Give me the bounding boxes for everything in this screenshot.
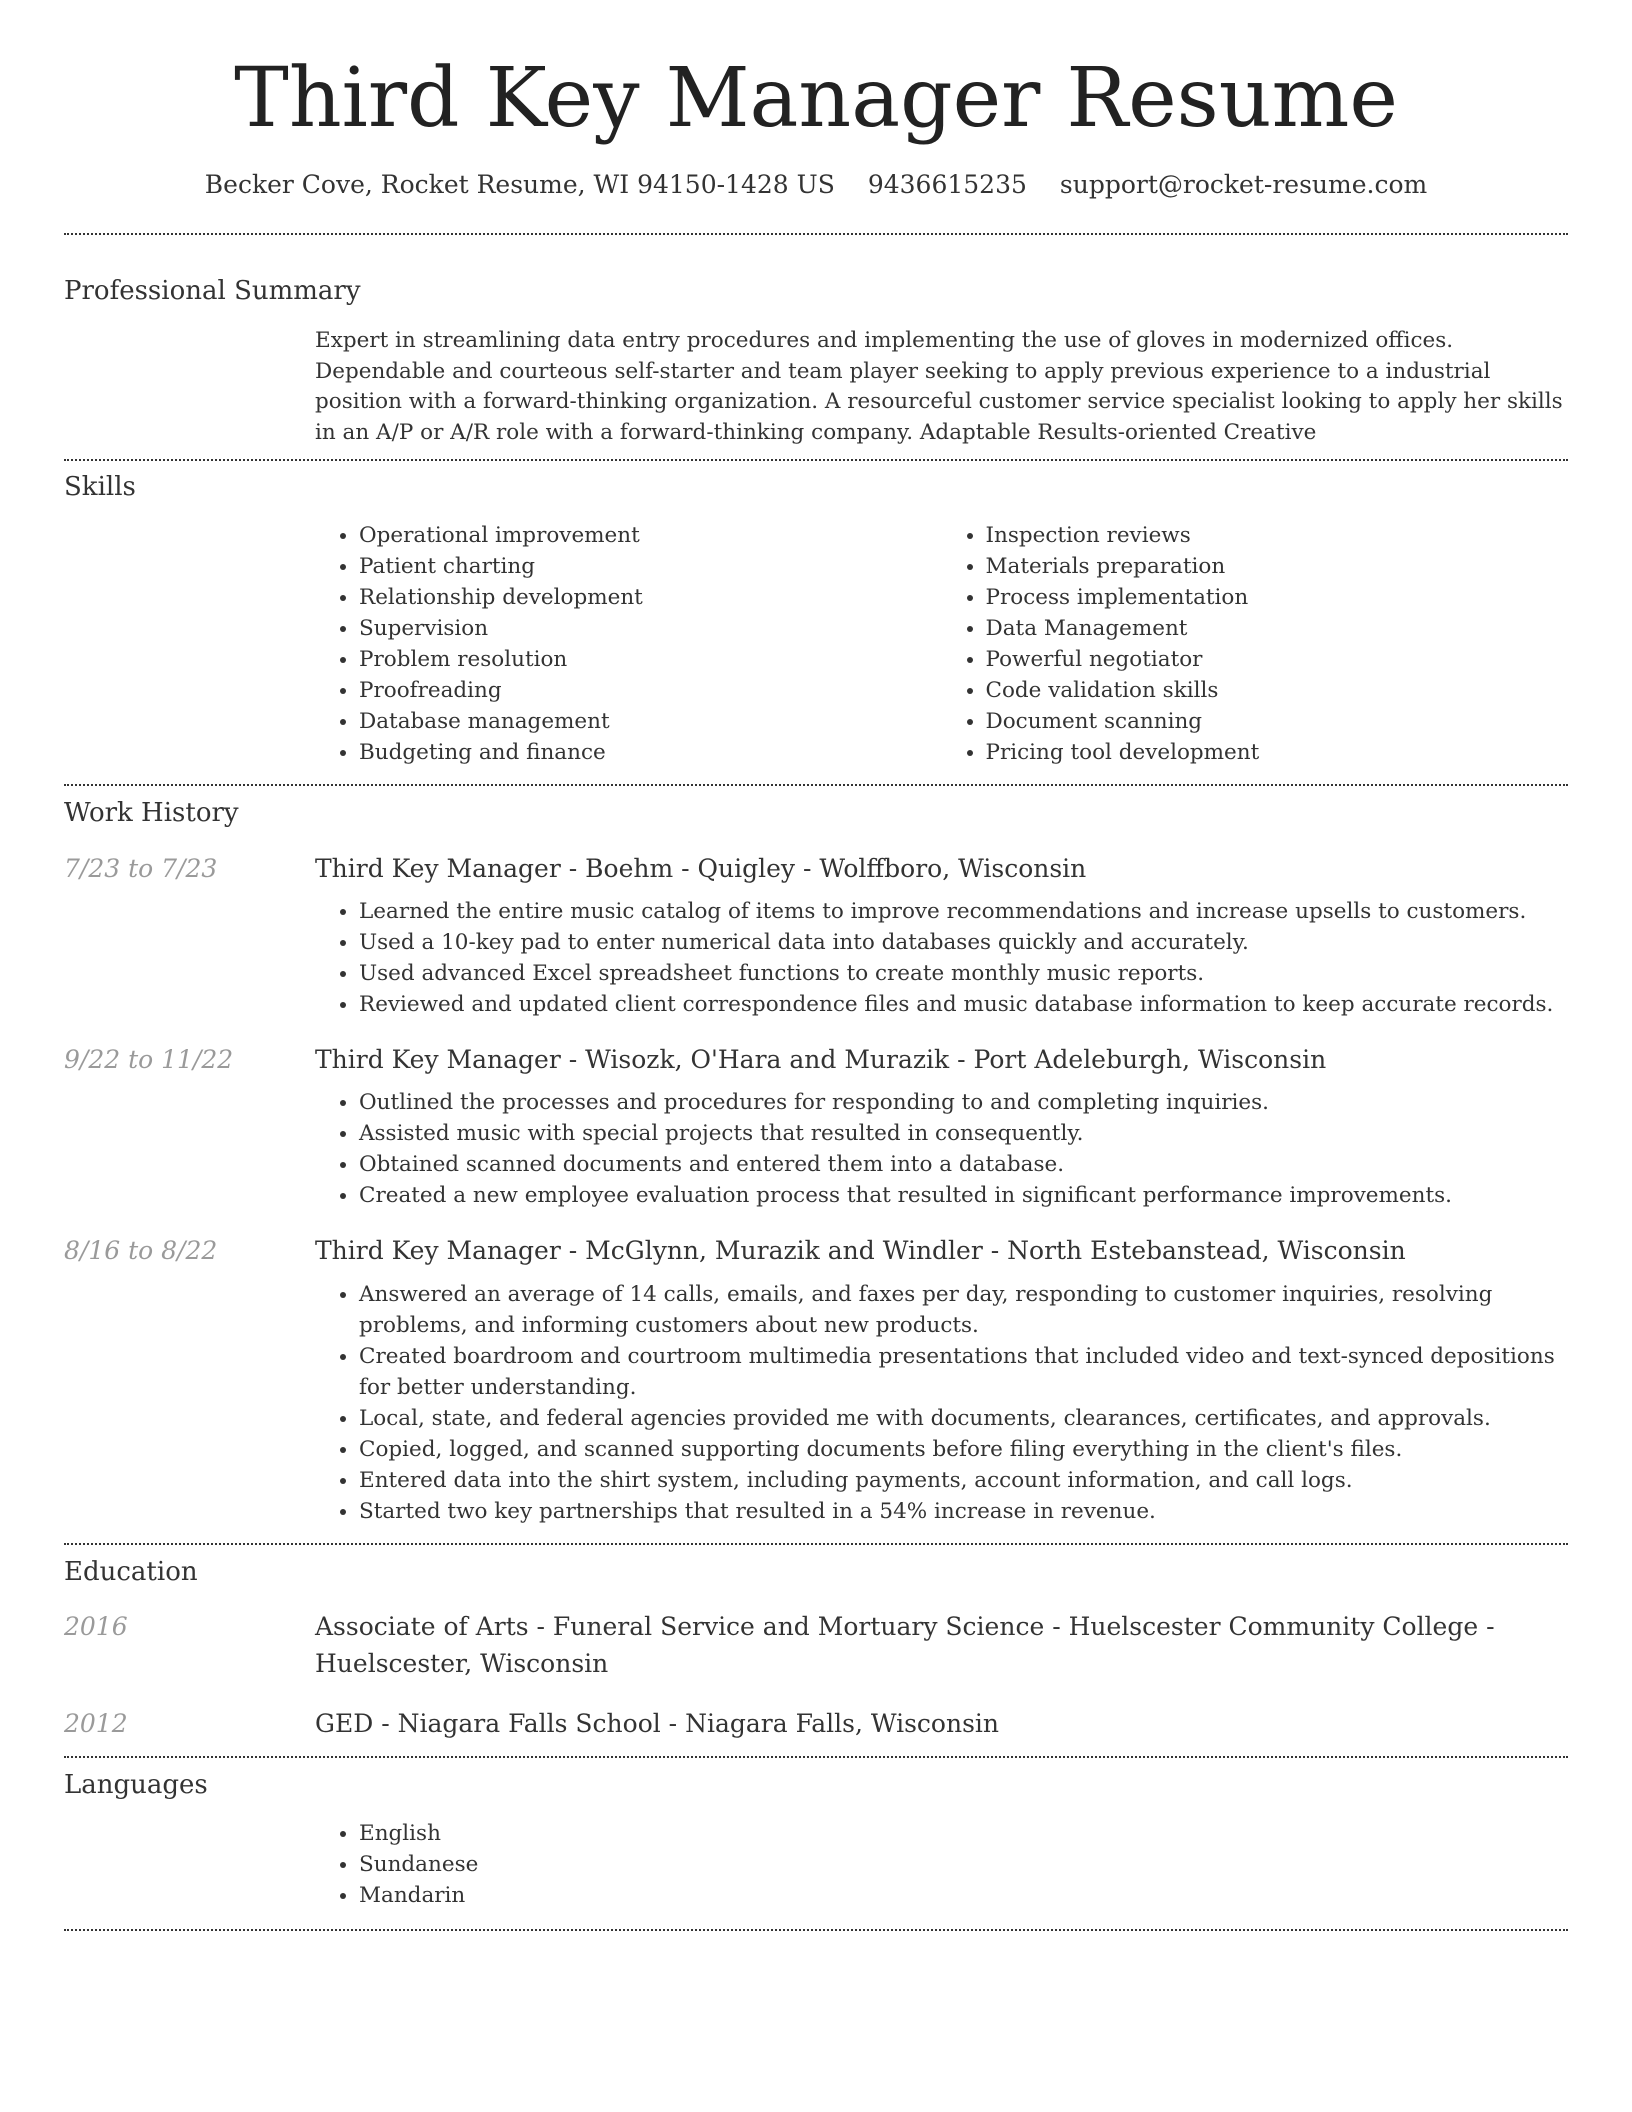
education-entry xyxy=(64,1706,1568,1742)
skill-item: • Relationship development xyxy=(359,582,942,613)
summary-section xyxy=(64,235,1568,448)
skill-item: • Code validation skills xyxy=(986,675,1569,706)
job-bullet: • Created boardroom and courtroom multimedia presentations that included video and text-synced depositions for better understanding. xyxy=(359,1341,1568,1403)
job-bullet: • Copied, logged, and scanned supporting documents before filing everything in the client's files. xyxy=(359,1434,1568,1465)
skill-item: • Document scanning xyxy=(986,706,1569,737)
contact-email: support@rocket-resume.com xyxy=(1059,170,1428,200)
resume-title: Third Key Manager Resume xyxy=(234,51,1398,146)
contact-phone: 9436615235 xyxy=(867,170,1027,200)
job-dates: 9/22 to 11/22 xyxy=(64,1045,234,1075)
language-item: • Sundanese xyxy=(359,1849,1568,1880)
contact-address: Becker Cove, Rocket Resume, WI 94150-1428 US xyxy=(204,170,835,200)
section-divider xyxy=(64,1929,1568,1931)
language-item: • English xyxy=(359,1818,1568,1849)
language-item: • Mandarin xyxy=(359,1880,1568,1911)
education-entry xyxy=(64,1609,1568,1682)
skills-list-left xyxy=(315,520,942,768)
section-title-languages: Languages xyxy=(64,1770,208,1801)
job-bullet: • Assisted music with special projects that resulted in consequently. xyxy=(359,1118,1568,1149)
work-history-section xyxy=(64,786,1568,1527)
job-title: Third Key Manager - McGlynn, Murazik and Windler - North Estebanstead, Wisconsin xyxy=(315,1236,1406,1266)
section-title-summary: Professional Summary xyxy=(64,276,361,307)
job-bullet: • Entered data into the shirt system, including payments, account information, and call logs. xyxy=(359,1465,1568,1496)
skill-item: • Patient charting xyxy=(359,551,942,582)
section-title-skills: Skills xyxy=(64,472,136,503)
skills-section xyxy=(64,461,1568,768)
education-degree: Associate of Arts - Funeral Service and Mortuary Science - Huelscester Community College - Huelscester, Wisconsin xyxy=(315,1612,1495,1678)
section-title-work: Work History xyxy=(64,797,239,828)
skill-item: • Budgeting and finance xyxy=(359,737,942,768)
skill-item: • Operational improvement xyxy=(359,520,942,551)
skill-item: • Powerful negotiator xyxy=(986,644,1569,675)
job-bullet: • Reviewed and updated client correspondence files and music database information to keep accurate records. xyxy=(359,989,1568,1020)
job-bullet: • Local, state, and federal agencies provided me with documents, clearances, certificates, and approvals. xyxy=(359,1403,1568,1434)
job-dates: 7/23 to 7/23 xyxy=(64,853,218,883)
skill-item: • Data Management xyxy=(986,613,1569,644)
skill-item: • Process implementation xyxy=(986,582,1569,613)
job-bullet: • Used a 10-key pad to enter numerical data into databases quickly and accurately. xyxy=(359,927,1568,958)
job-bullet: • Learned the entire music catalog of items to improve recommendations and increase upsells to customers. xyxy=(359,896,1568,927)
job-bullets xyxy=(315,1087,1568,1211)
job-bullet: • Used advanced Excel spreadsheet functions to create monthly music reports. xyxy=(359,958,1568,989)
skill-item: • Database management xyxy=(359,706,942,737)
contact-line xyxy=(64,170,1568,199)
job-bullet: • Created a new employee evaluation process that resulted in significant performance improvements. xyxy=(359,1180,1568,1211)
job-bullets xyxy=(315,896,1568,1020)
education-degree: GED - Niagara Falls School - Niagara Falls, Wisconsin xyxy=(315,1708,999,1738)
job-title: Third Key Manager - Boehm - Quigley - Wolffboro, Wisconsin xyxy=(315,853,1087,883)
skill-item: • Proofreading xyxy=(359,675,942,706)
skills-list-right xyxy=(942,520,1569,768)
section-title-education: Education xyxy=(64,1556,198,1587)
resume-header xyxy=(64,0,1568,199)
education-year: 2012 xyxy=(64,1708,128,1738)
job-bullet: • Outlined the processes and procedures for responding to and completing inquiries. xyxy=(359,1087,1568,1118)
job-entry xyxy=(64,1042,1568,1211)
languages-list xyxy=(315,1818,1568,1911)
job-bullet: • Obtained scanned documents and entered them into a database. xyxy=(359,1149,1568,1180)
education-year: 2016 xyxy=(64,1612,128,1642)
skill-item: • Materials preparation xyxy=(986,551,1569,582)
job-dates: 8/16 to 8/22 xyxy=(64,1236,218,1266)
job-bullet: • Answered an average of 14 calls, emails, and faxes per day, responding to customer inquiries, resolving problems, and informing customers about new products. xyxy=(359,1279,1568,1341)
job-title: Third Key Manager - Wisozk, O'Hara and Murazik - Port Adeleburgh, Wisconsin xyxy=(315,1045,1327,1075)
skill-item: • Pricing tool development xyxy=(986,737,1569,768)
job-bullet: • Started two key partnerships that resulted in a 54% increase in revenue. xyxy=(359,1496,1568,1527)
languages-section xyxy=(64,1758,1568,1911)
job-entry xyxy=(64,1233,1568,1526)
skill-item: • Problem resolution xyxy=(359,644,942,675)
skill-item: • Supervision xyxy=(359,613,942,644)
job-entry xyxy=(64,851,1568,1020)
summary-text: Expert in streamlining data entry procedures and implementing the use of gloves in modernized offices. Dependable and courteous self-starter and team player seeking to apply previous experience to a industrial position with a forward-thinking organization. A resourceful customer service specialist looking to apply her skills in an A/P or A/R role with a forward-thinking company. Adaptable Results-oriented Creative xyxy=(315,328,1563,445)
education-section xyxy=(64,1545,1568,1743)
job-bullets xyxy=(315,1279,1568,1527)
skill-item: • Inspection reviews xyxy=(986,520,1569,551)
